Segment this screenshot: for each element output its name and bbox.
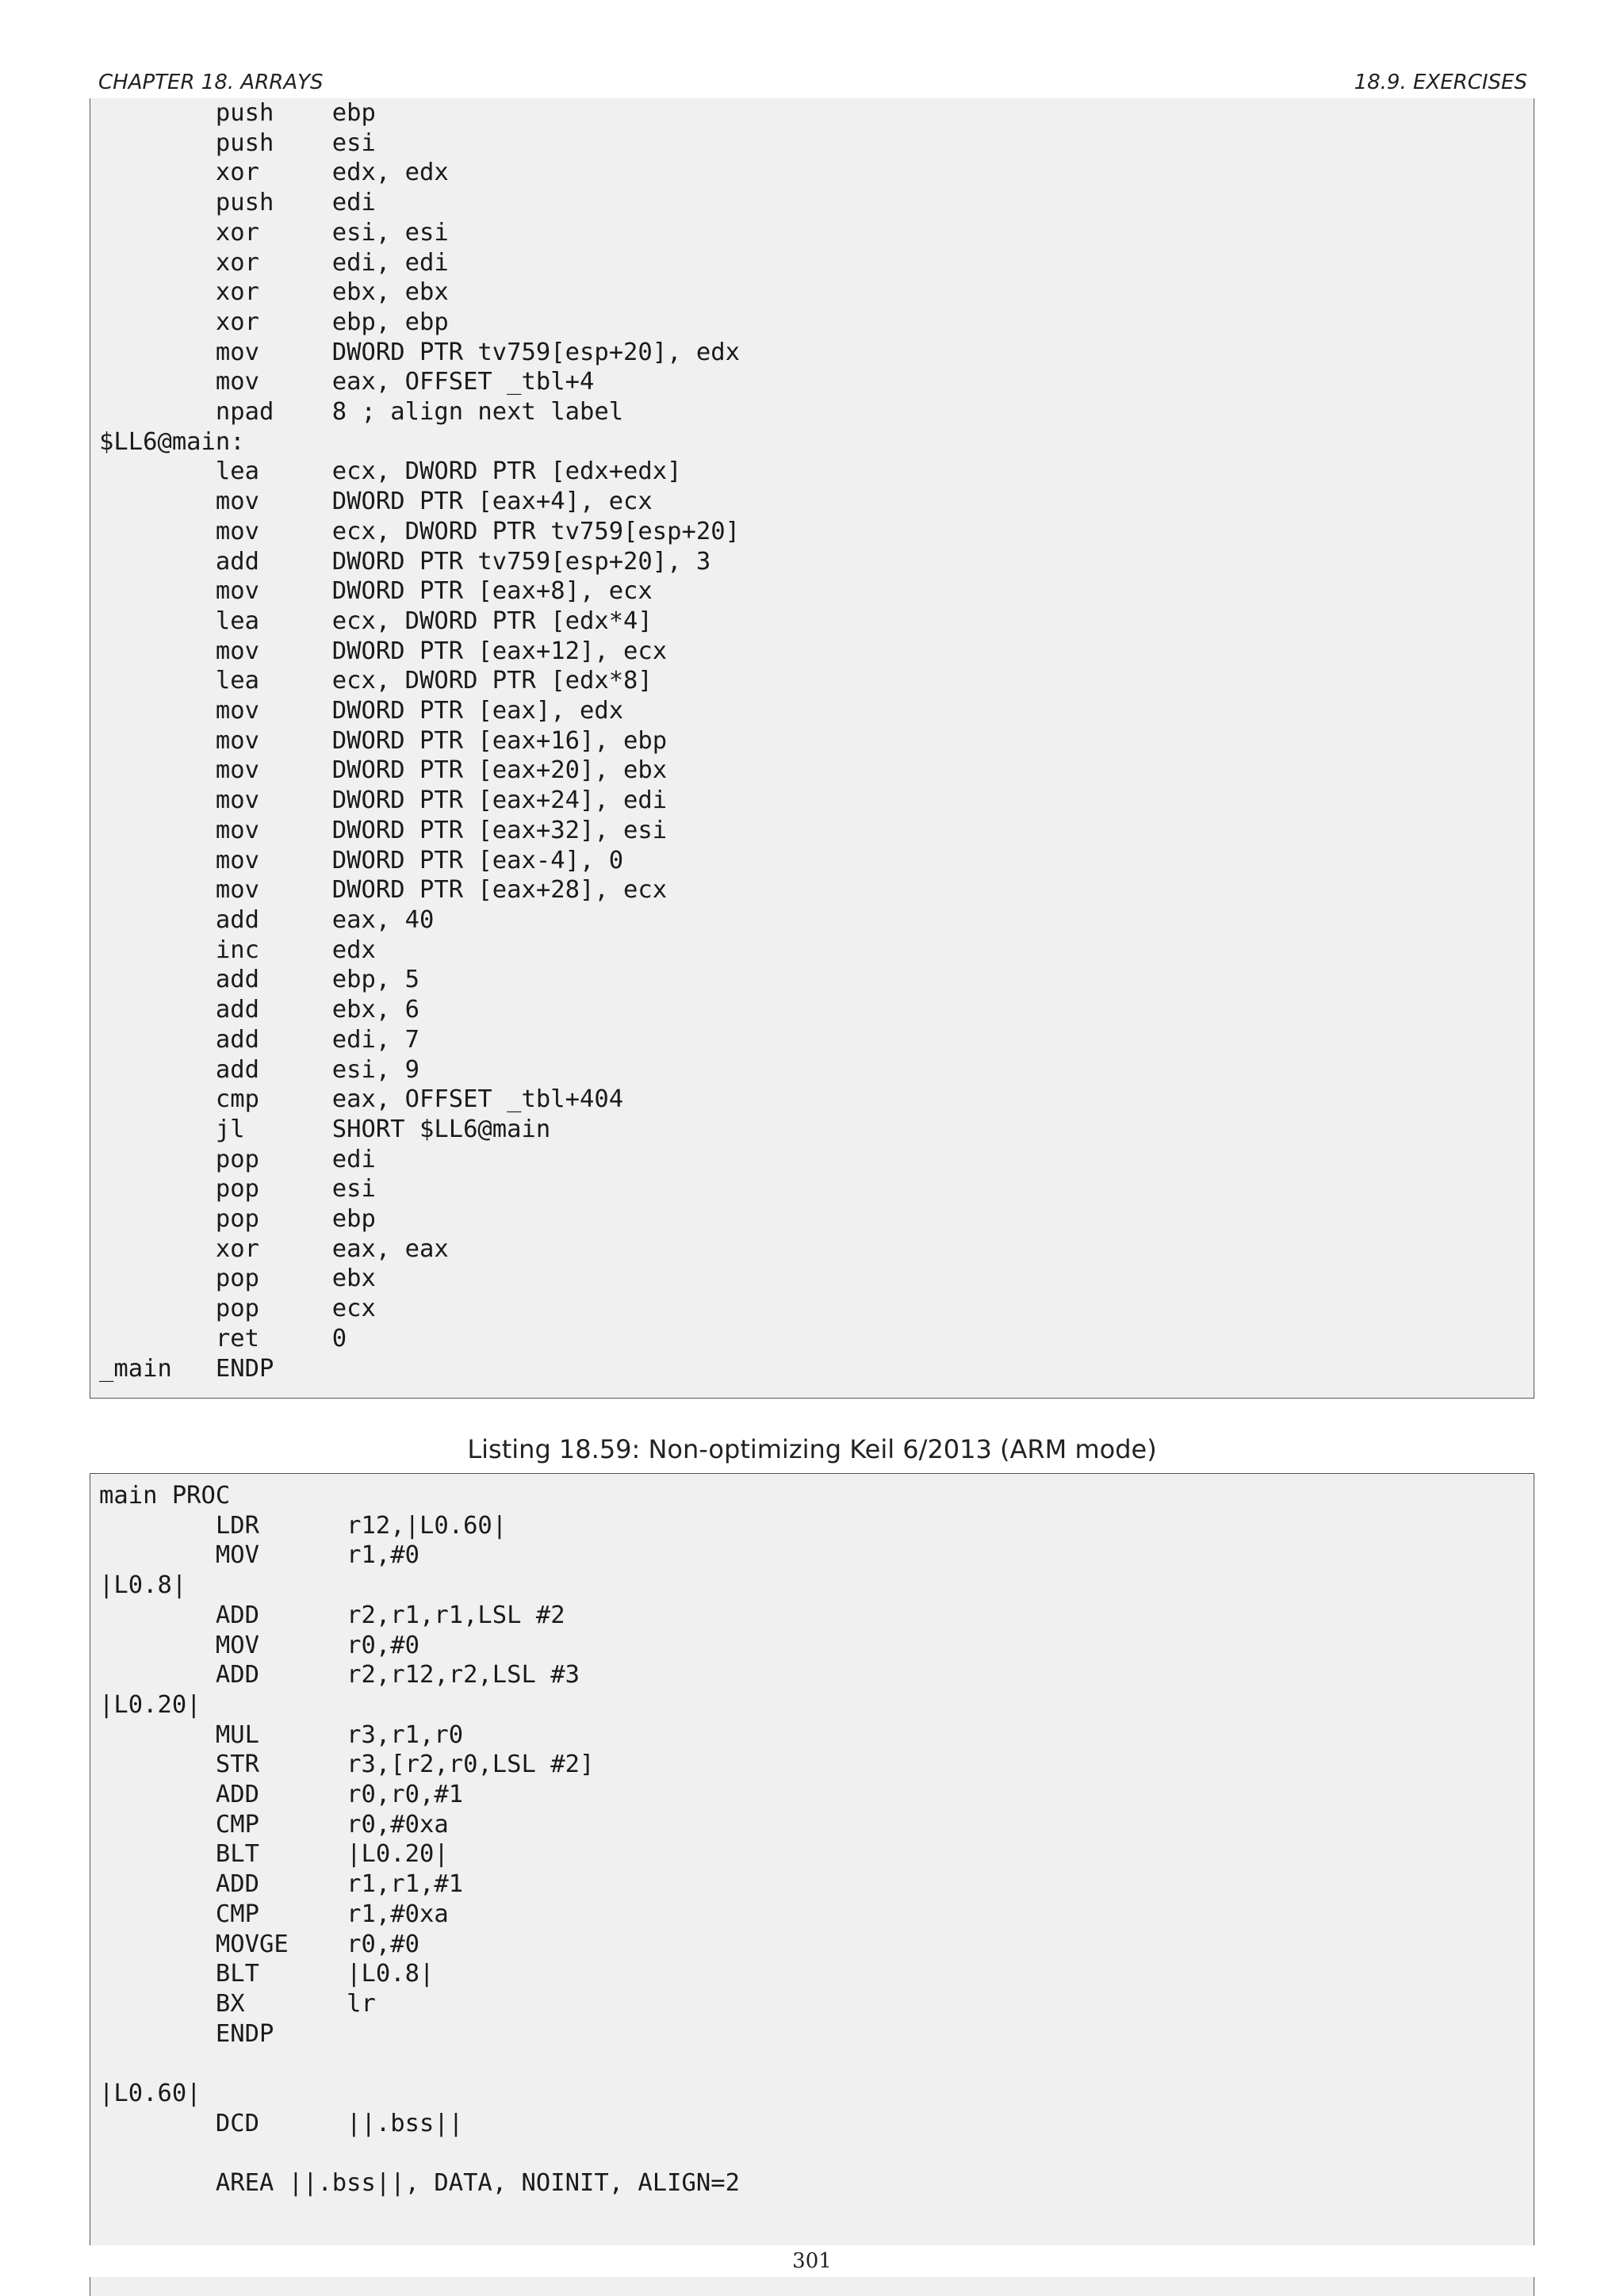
section-title: 18.9. EXERCISES [1354, 71, 1527, 94]
chapter-title: CHAPTER 18. ARRAYS [98, 71, 324, 94]
code-text: push ebp push esi xor edx, edx push edi xor esi, esi xor edi, edi xor ebx, ebx xor ebp, ebp mov DWORD PTR tv759[esp+20], edx mov eax, OFFSET _tbl+4 npad 8 ; align next label $LL6@main: lea ecx, DWORD PTR [edx+edx] mov DWORD PTR [eax+4], ecx mov ecx, DWORD PTR tv759[esp+20] add DWORD PTR tv759[esp+20], 3 mov DWORD PTR [eax+8], ecx lea ecx, DWORD PTR [edx*4] mov DWORD PTR [eax+12], ecx lea ecx, DWORD PTR [edx*8] mov DWORD PTR [eax], edx mov DWORD PTR [eax+16], ebp mov DWORD PTR [eax+20], ebx mov DWORD PTR [eax+24], edi mov DWORD PTR [eax+32], esi mov DWORD PTR [eax-4], 0 mov DWORD PTR [eax+28], ecx add eax, 40 inc edx add ebp, 5 add ebx, 6 add edi, 7 add esi, 9 cmp eax, OFFSET _tbl+404 jl SHORT $LL6@main pop edi pop esi pop ebp xor eax, eax pop ebx pop ecx ret 0 _main ENDP [99, 99, 740, 1383]
code-listing-keil-arm [90, 1473, 1534, 2296]
listing-caption: Listing 18.59: Non-optimizing Keil 6/2013 (ARM mode) [467, 1434, 1157, 1464]
code-text: main PROC LDR r12,|L0.60| MOV r1,#0 |L0.8| ADD r2,r1,r1,LSL #2 MOV r0,#0 ADD r2,r12,r2,LSL #3 |L0.20| MUL r3,r1,r0 STR r3,[r2,r0,LSL #2] ADD r0,r0,#1 CMP r0,#0xa BLT |L0.20| ADD r1,r1,#1 CMP r1,#0xa MOVGE r0,#0 BLT |L0.8| BX lr ENDP |L0.60| DCD ||.bss|| AREA ||.bss||, DATA, NOINIT, ALIGN=2 [99, 1482, 740, 2198]
running-header [98, 67, 1527, 99]
page-number: 301 [0, 2245, 1624, 2277]
code-listing-msvc-continued [90, 98, 1534, 1399]
